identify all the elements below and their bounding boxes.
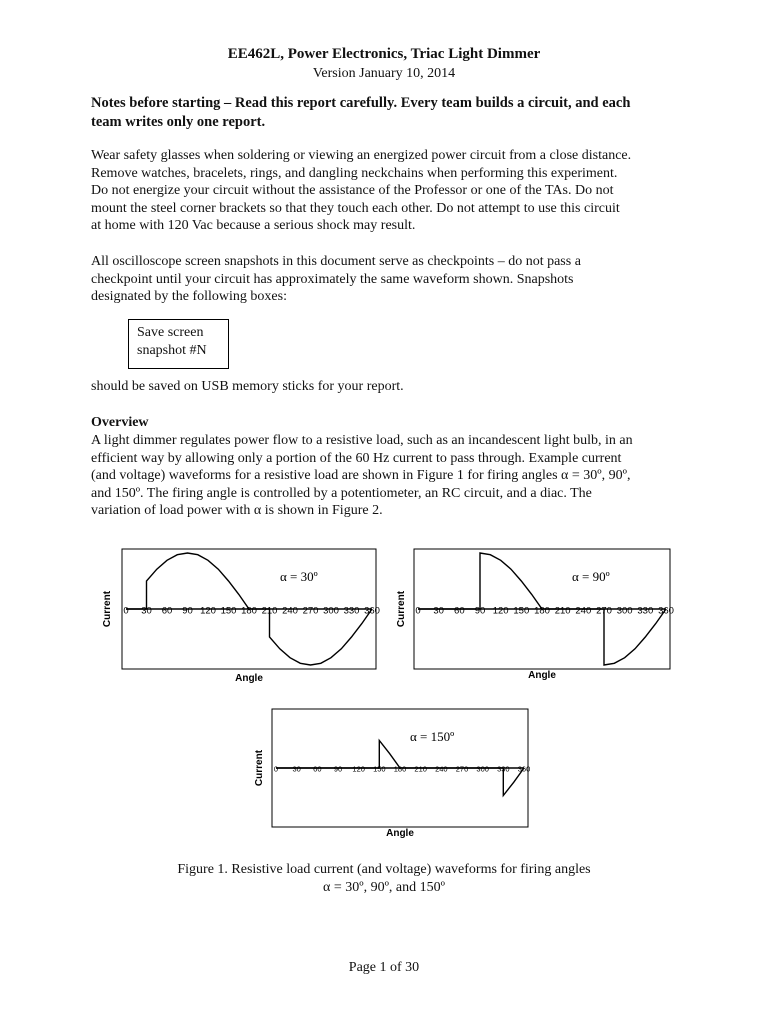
checkpoint-line: All oscilloscope screen snapshots in this document serve as checkpoints – do not pass a xyxy=(91,254,581,269)
x-tick-label: 60 xyxy=(161,605,173,617)
x-tick-label: 270 xyxy=(455,764,469,774)
notes-line: team writes only one report. xyxy=(91,114,266,130)
x-tick-label: 90 xyxy=(182,605,193,617)
waveform-chart-alpha-90 xyxy=(396,545,686,691)
snapshot-box-line: Save screen xyxy=(137,325,204,340)
waveform-chart-alpha-30 xyxy=(100,545,390,695)
checkpoint-line: designated by the following boxes: xyxy=(91,289,287,305)
x-tick-label: 90 xyxy=(474,605,486,617)
x-tick-label: 30 xyxy=(433,605,444,617)
overview-line: A light dimmer regulates power flow to a resistive load, such as an incandescent light bulb, in an xyxy=(91,433,633,448)
x-tick-label: 240 xyxy=(282,605,298,617)
firing-angle-annotation: α = 30º xyxy=(280,569,318,584)
safety-paragraph xyxy=(91,147,681,235)
x-tick-label: 60 xyxy=(454,605,465,617)
safety-line: Remove watches, bracelets, rings, and dangling neckchains when performing this experiment. xyxy=(91,165,618,181)
x-tick-label: 180 xyxy=(534,605,550,617)
x-tick-label: 240 xyxy=(435,764,448,774)
x-tick-label: 60 xyxy=(313,764,322,774)
overview-heading-text: Overview xyxy=(91,415,149,430)
chart-svg xyxy=(100,545,390,695)
waveform-chart-alpha-150 xyxy=(254,705,544,845)
checkpoint-line: checkpoint until your circuit has approximately the same waveform shown. Snapshots xyxy=(91,271,574,287)
document-version: Version January 10, 2014 xyxy=(312,66,456,81)
x-tick-label: 120 xyxy=(352,764,365,774)
overview-paragraph xyxy=(91,432,681,520)
snapshot-box-line: snapshot #N xyxy=(137,343,207,358)
x-tick-label: 0 xyxy=(415,605,421,617)
x-tick-label: 0 xyxy=(123,605,129,617)
x-tick-label: 330 xyxy=(637,605,654,617)
x-axis-label: Angle xyxy=(235,673,263,684)
usb-paragraph xyxy=(91,378,681,396)
x-axis-label: Angle xyxy=(528,670,556,681)
snapshot-box xyxy=(128,319,229,369)
checkpoint-paragraph xyxy=(91,253,681,306)
x-tick-label: 150 xyxy=(373,764,386,774)
overview-line: and 150º. The firing angle is controlled by a potentiometer, an RC circuit, and a diac. The xyxy=(91,485,592,501)
overview-heading xyxy=(91,414,681,432)
safety-line: Wear safety glasses when soldering or viewing an energized power circuit from a close distance. xyxy=(91,148,632,163)
chart-svg xyxy=(254,705,544,845)
x-tick-label: 210 xyxy=(554,605,571,617)
x-tick-label: 300 xyxy=(476,764,489,774)
x-tick-label: 360 xyxy=(517,764,531,774)
document-title: EE462L, Power Electronics, Triac Light Dimmer xyxy=(227,46,541,62)
y-axis-label: Current xyxy=(102,590,113,628)
figure-caption-line: α = 30º, 90º, and 150º xyxy=(323,880,445,895)
figure-caption-line: Figure 1. Resistive load current (and voltage) waveforms for firing angles xyxy=(177,862,591,877)
notes-line: Notes before starting – Read this report carefully. Every team builds a circuit, and each xyxy=(91,95,631,111)
x-tick-label: 270 xyxy=(596,605,612,617)
x-tick-label: 150 xyxy=(220,605,237,617)
x-tick-label: 120 xyxy=(200,605,216,617)
safety-line: Do not energize your circuit without the assistance of the Professor or one of the TAs. Do not xyxy=(91,183,614,199)
overview-line: efficient way by allowing only a portion of the 60 Hz current to pass through. Example current xyxy=(91,450,622,466)
notes-paragraph xyxy=(91,94,681,132)
page-footer: Page 1 of 30 xyxy=(348,960,420,975)
x-tick-label: 180 xyxy=(393,764,407,774)
x-tick-label: 30 xyxy=(292,764,301,774)
firing-angle-annotation: α = 150º xyxy=(410,729,455,744)
safety-line: at home with 120 Vac because a serious shock may result. xyxy=(91,218,416,234)
y-axis-label: Current xyxy=(254,749,265,787)
safety-line: mount the steel corner brackets so that they touch each other. Do not attempt to use this circuit xyxy=(91,200,620,216)
x-tick-label: 210 xyxy=(414,764,427,774)
x-tick-label: 30 xyxy=(141,605,152,617)
x-tick-label: 360 xyxy=(364,605,380,617)
x-tick-label: 180 xyxy=(241,605,257,617)
x-axis-label: Angle xyxy=(386,828,414,839)
chart-svg xyxy=(396,545,686,691)
x-tick-label: 330 xyxy=(497,764,510,774)
usb-line: should be saved on USB memory sticks for your report. xyxy=(91,379,404,394)
firing-angle-annotation: α = 90º xyxy=(572,569,610,584)
x-tick-label: 330 xyxy=(343,605,360,617)
x-tick-label: 0 xyxy=(273,764,279,774)
x-tick-label: 270 xyxy=(302,605,319,617)
x-tick-label: 120 xyxy=(492,605,509,617)
x-tick-label: 360 xyxy=(658,605,674,617)
x-tick-label: 300 xyxy=(323,605,339,617)
y-axis-label: Current xyxy=(396,590,407,628)
x-tick-label: 90 xyxy=(333,764,343,774)
overview-line: variation of load power with α is shown in Figure 2. xyxy=(91,503,383,519)
x-tick-label: 240 xyxy=(575,605,592,617)
overview-line: (and voltage) waveforms for a resistive load are shown in Figure 1 for firing angles α = 30º, 90º, xyxy=(91,468,631,484)
x-tick-label: 150 xyxy=(513,605,530,617)
x-tick-label: 210 xyxy=(261,605,278,617)
x-tick-label: 300 xyxy=(616,605,633,617)
